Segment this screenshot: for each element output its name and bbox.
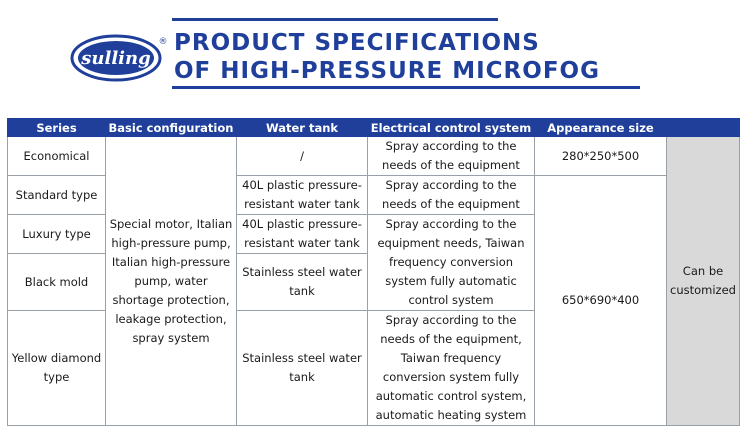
page-title-line-1: PRODUCT SPECIFICATIONS [174, 30, 540, 56]
series-cell: Economical [8, 137, 106, 176]
series-cell: Black mold [8, 254, 106, 311]
series-cell: Yellow diamond type [8, 311, 106, 426]
water-tank-cell: 40L plastic pressure-resistant water tank [237, 215, 368, 254]
specifications-table [7, 118, 740, 426]
header-water-tank: Water tank [237, 119, 368, 137]
header-basic-configuration: Basic configuration [106, 119, 237, 137]
series-cell: Standard type [8, 176, 106, 215]
control-system-cell: Spray according to the needs of the equipment, Taiwan frequency conversion system fully automatic control system, automatic heating system [368, 311, 535, 426]
header-series: Series [8, 119, 106, 137]
svg-text:®: ® [158, 37, 168, 47]
series-cell: Luxury type [8, 215, 106, 254]
page-title-line-2: OF HIGH-PRESSURE MICROFOG [174, 58, 600, 84]
water-tank-cell: Stainless steel water tank [237, 254, 368, 311]
customization-cell: Can be customized [667, 137, 740, 426]
title-top-rule [172, 18, 498, 21]
water-tank-cell: Stainless steel water tank [237, 311, 368, 426]
appearance-size-cell: 650*690*400 [535, 176, 667, 426]
sulling-logo [68, 28, 168, 88]
water-tank-cell: 40L plastic pressure-resistant water tank [237, 176, 368, 215]
header-blank [667, 119, 740, 137]
control-system-cell: Spray according to the equipment needs, Taiwan frequency conversion system fully automatic control system [368, 215, 535, 311]
control-system-cell: Spray according to the needs of the equipment [368, 176, 535, 215]
title-bottom-rule [172, 86, 640, 89]
appearance-size-cell: 280*250*500 [535, 137, 667, 176]
water-tank-cell: / [237, 137, 368, 176]
table-header-row [8, 119, 740, 137]
header-electrical-control-system: Electrical control system [368, 119, 535, 137]
table-row [8, 137, 740, 176]
basic-configuration-cell: Special motor, Italian high-pressure pump, Italian high-pressure pump, water shortage protection, leakage protection, spray system [106, 137, 237, 426]
header-appearance-size: Appearance size [535, 119, 667, 137]
svg-text:sulling: sulling [81, 48, 151, 69]
control-system-cell: Spray according to the needs of the equipment [368, 137, 535, 176]
